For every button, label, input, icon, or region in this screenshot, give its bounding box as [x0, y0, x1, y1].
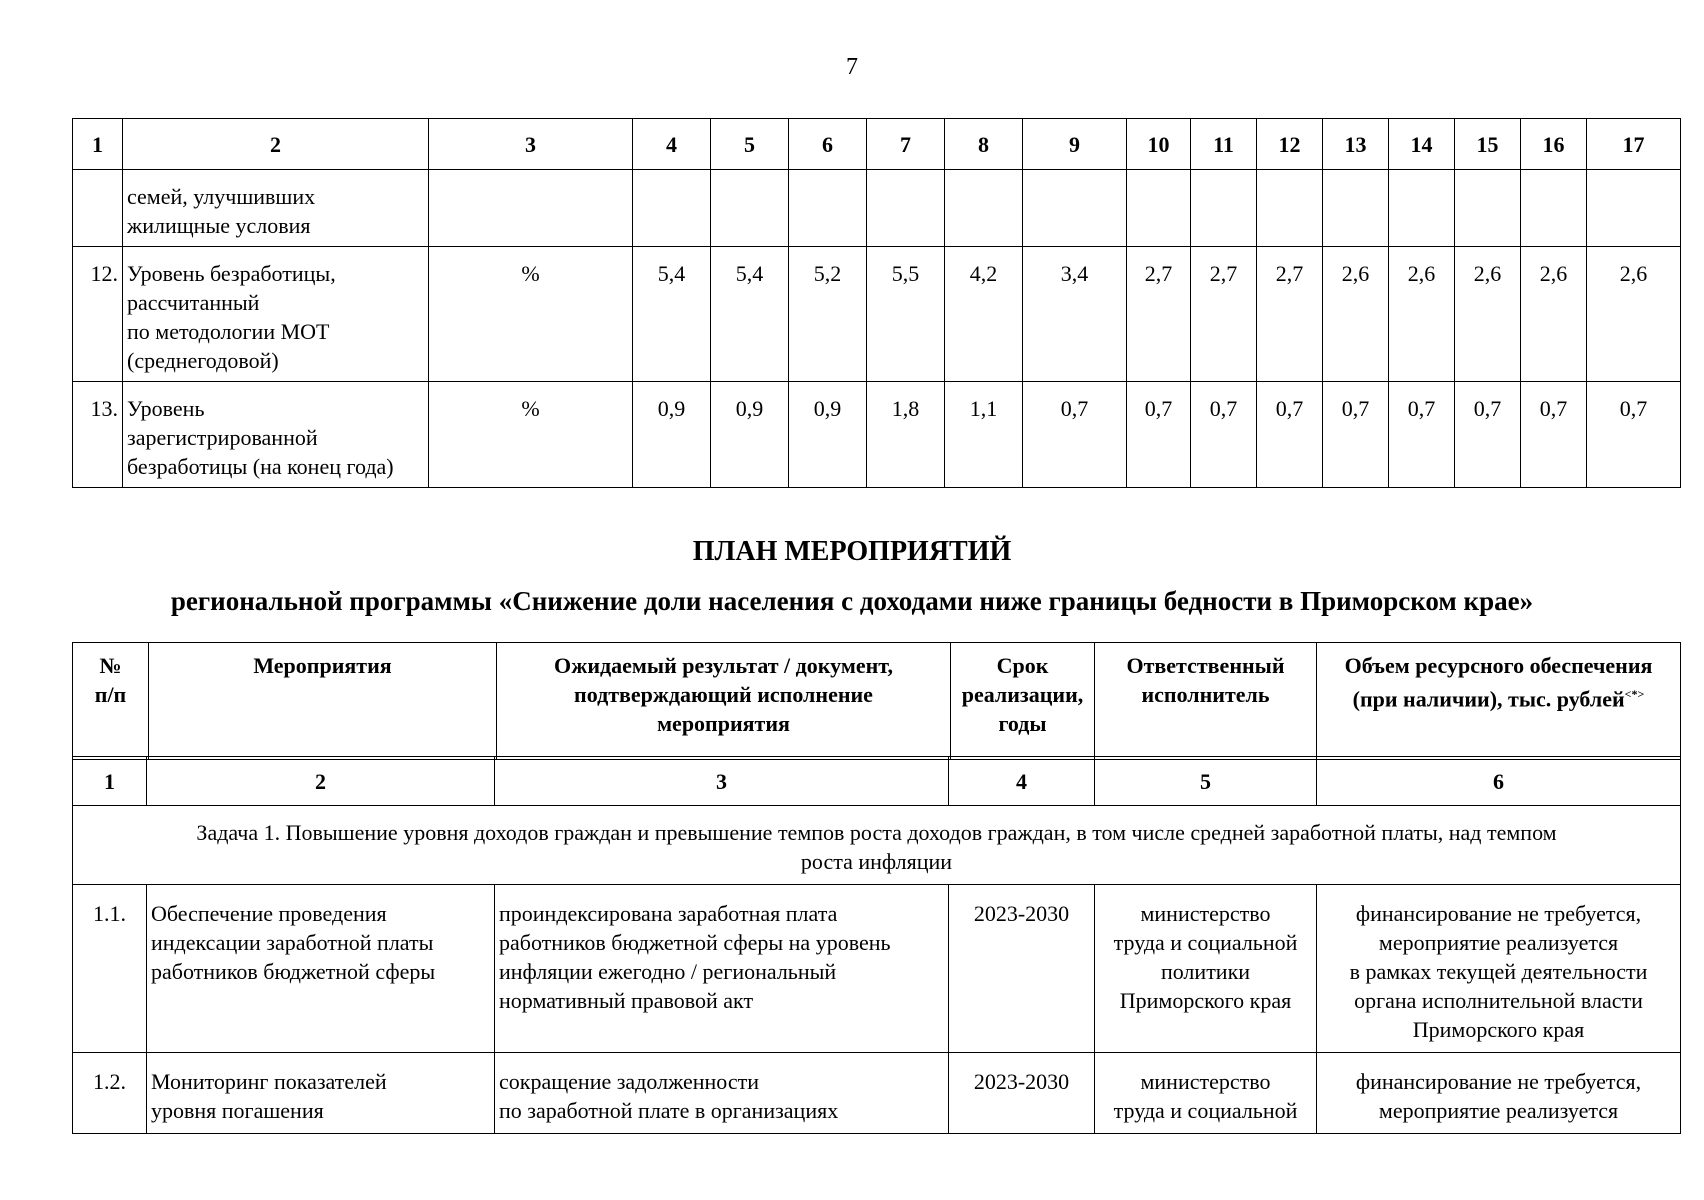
indicator-row	[73, 170, 1681, 247]
indicator-header-cell: 1	[73, 119, 123, 170]
indicator-header-cell: 15	[1455, 119, 1521, 170]
indicator-header-cell: 7	[867, 119, 945, 170]
indicator-value: 0,7	[1023, 382, 1127, 488]
plan-column-number: 2	[147, 757, 495, 806]
indicator-value: 2,7	[1257, 247, 1323, 382]
indicator-value: 2,7	[1191, 247, 1257, 382]
indicator-value: 2,7	[1127, 247, 1191, 382]
indicator-value: 0,9	[633, 382, 711, 488]
indicator-value: 0,9	[789, 382, 867, 488]
item-term: 2023-2030	[949, 885, 1095, 1053]
indicator-header-cell: 10	[1127, 119, 1191, 170]
item-event: Мониторинг показателей уровня погашения	[147, 1053, 495, 1134]
indicator-value: 0,9	[711, 382, 789, 488]
indicator-header-cell: 11	[1191, 119, 1257, 170]
item-resources: финансирование не требуется, мероприятие реализуется	[1317, 1053, 1681, 1134]
item-term: 2023-2030	[949, 1053, 1095, 1134]
item-num: 1.2.	[73, 1053, 147, 1134]
indicator-value	[1521, 170, 1587, 247]
footnote-marker: <*>	[1624, 687, 1645, 701]
header-result: Ожидаемый результат / документ, подтверждающий исполнение мероприятия	[497, 643, 951, 760]
plan-column-number: 3	[495, 757, 949, 806]
indicator-header-cell: 8	[945, 119, 1023, 170]
indicator-value	[1023, 170, 1127, 247]
indicator-value: 1,8	[867, 382, 945, 488]
indicator-value: 2,6	[1389, 247, 1455, 382]
plan-item-row	[73, 885, 1681, 1053]
item-result: проиндексирована заработная плата работников бюджетной сферы на уровень инфляции ежегодно / региональный нормативный правовой акт	[495, 885, 949, 1053]
indicator-num: 12.	[73, 247, 123, 382]
indicator-unit	[429, 170, 633, 247]
indicator-value	[633, 170, 711, 247]
indicator-name: семей, улучшивших жилищные условия	[123, 170, 429, 247]
item-num: 1.1.	[73, 885, 147, 1053]
indicator-value	[789, 170, 867, 247]
indicator-name: Уровень зарегистрированной безработицы (на конец года)	[123, 382, 429, 488]
plan-subtitle: региональной программы «Снижение доли населения с доходами ниже границы бедности в Приморском крае»	[170, 586, 1534, 616]
indicator-row	[73, 382, 1681, 488]
indicator-value: 5,4	[633, 247, 711, 382]
indicator-num: 13.	[73, 382, 123, 488]
plan-column-number: 6	[1317, 757, 1681, 806]
indicator-header-cell: 2	[123, 119, 429, 170]
indicator-value	[1389, 170, 1455, 247]
indicator-header-cell: 6	[789, 119, 867, 170]
page-number: 7	[846, 54, 858, 80]
indicator-num	[73, 170, 123, 247]
plan-header-table	[72, 642, 1681, 760]
indicator-value: 0,7	[1127, 382, 1191, 488]
indicator-row	[73, 247, 1681, 382]
header-responsible: Ответственный исполнитель	[1095, 643, 1317, 760]
indicator-header-cell: 13	[1323, 119, 1389, 170]
indicator-table	[72, 118, 1681, 488]
indicator-header-cell: 14	[1389, 119, 1455, 170]
indicator-name: Уровень безработицы, рассчитанный по методологии МОТ (среднегодовой)	[123, 247, 429, 382]
item-result: сокращение задолженности по заработной плате в организациях	[495, 1053, 949, 1134]
indicator-value	[945, 170, 1023, 247]
indicator-value: 2,6	[1323, 247, 1389, 382]
plan-column-numbers	[73, 757, 1681, 806]
indicator-value: 5,2	[789, 247, 867, 382]
indicator-header-cell: 4	[633, 119, 711, 170]
plan-column-number: 5	[1095, 757, 1317, 806]
indicator-value: 0,7	[1587, 382, 1681, 488]
indicator-value: 0,7	[1389, 382, 1455, 488]
item-resources: финансирование не требуется, мероприятие реализуется в рамках текущей деятельности органа исполнительной власти Приморского края	[1317, 885, 1681, 1053]
indicator-value	[711, 170, 789, 247]
indicator-value	[867, 170, 945, 247]
indicator-header-row	[73, 119, 1681, 170]
indicator-header-cell: 16	[1521, 119, 1587, 170]
header-num: № п/п	[73, 643, 149, 760]
indicator-value: 3,4	[1023, 247, 1127, 382]
task-text: Задача 1. Повышение уровня доходов граждан и превышение темпов роста доходов граждан, в том числе средней заработной платы, над темпом роста инфляции	[73, 806, 1681, 885]
item-responsible: министерство труда и социальной	[1095, 1053, 1317, 1134]
indicator-value: 1,1	[945, 382, 1023, 488]
indicator-value	[1191, 170, 1257, 247]
indicator-value: 4,2	[945, 247, 1023, 382]
indicator-header-cell: 3	[429, 119, 633, 170]
indicator-value	[1455, 170, 1521, 247]
indicator-value: 2,6	[1521, 247, 1587, 382]
indicator-value: 0,7	[1191, 382, 1257, 488]
header-term: Срок реализации, годы	[951, 643, 1095, 760]
header-resources: Объем ресурсного обеспечения (при наличии), тыс. рублей<*>	[1317, 643, 1681, 760]
indicator-value	[1587, 170, 1681, 247]
indicator-header-cell: 17	[1587, 119, 1681, 170]
indicator-unit: %	[429, 382, 633, 488]
indicator-unit: %	[429, 247, 633, 382]
indicator-value: 0,7	[1455, 382, 1521, 488]
indicator-value	[1257, 170, 1323, 247]
indicator-value: 5,4	[711, 247, 789, 382]
indicator-value: 2,6	[1455, 247, 1521, 382]
item-responsible: министерство труда и социальной политики Приморского края	[1095, 885, 1317, 1053]
plan-table	[72, 756, 1681, 1134]
indicator-header-cell: 9	[1023, 119, 1127, 170]
indicator-value	[1127, 170, 1191, 247]
indicator-value: 5,5	[867, 247, 945, 382]
task-row	[73, 806, 1681, 885]
indicator-value: 0,7	[1257, 382, 1323, 488]
indicator-value: 0,7	[1323, 382, 1389, 488]
indicator-header-cell: 5	[711, 119, 789, 170]
plan-item-row	[73, 1053, 1681, 1134]
header-events: Мероприятия	[149, 643, 497, 760]
indicator-value: 2,6	[1587, 247, 1681, 382]
indicator-header-cell: 12	[1257, 119, 1323, 170]
plan-column-number: 1	[73, 757, 147, 806]
indicator-value	[1323, 170, 1389, 247]
indicator-value: 0,7	[1521, 382, 1587, 488]
plan-title: ПЛАН МЕРОПРИЯТИЙ	[692, 536, 1012, 567]
plan-column-number: 4	[949, 757, 1095, 806]
item-event: Обеспечение проведения индексации заработной платы работников бюджетной сферы	[147, 885, 495, 1053]
